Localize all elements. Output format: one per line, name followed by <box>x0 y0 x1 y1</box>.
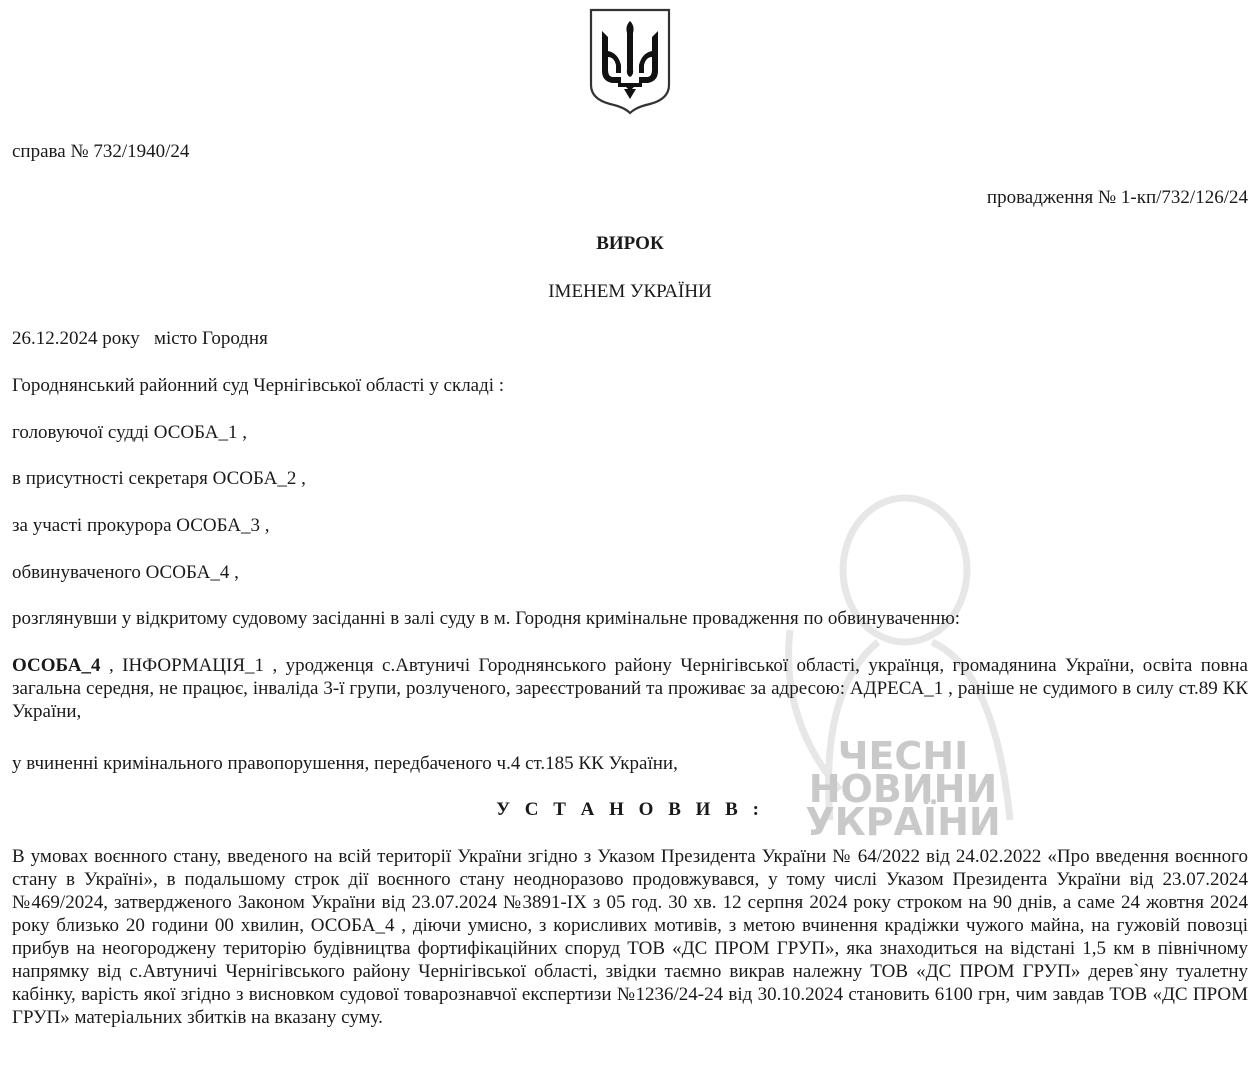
proceeding-number: провадження № 1-кп/732/126/24 <box>986 187 1248 208</box>
defendant-details-paragraph <box>12 654 1248 723</box>
presiding-judge: головуючої судді ОСОБА_1 , <box>12 422 248 443</box>
established-paragraph: В умовах воєнного стану, введеного на всій території України згідно з Указом Президента України № 64/2022 від 24.02.2022 «Про введення воєнного стану в Україні», в подальшому строк дії воєнного стану неодноразово продовжувався, у тому числі Указом Президента України від 23.07.2024 №469/2024, затвердженого Законом України від 23.07.2024 №3891-IX з 05 год. 30 хв. 12 серпня 2024 року строком на 90 днів, а саме 24 жовтня 2024 року близько 20 години 00 хвилин, ОСОБА_4 , діючи умисно, з корисливих мотивів, з метою вчинення крадіжки чужого майна, на гужовій повозці прибув на неогороджену територію будівництва фортифікаційних споруд ТОВ «ДС ПРОМ ГРУП», яка знаходиться на відстані 1,5 км в північному напрямку від с.Автуничі Чернігівського району Чернігівської області, звідки таємно викрав належну ТОВ «ДС ПРОМ ГРУП» дерев`яну туалетну кабінку, варість якої згідно з висновком судової товарознавчої експертизи №1236/24-24 від 30.10.2024 становить 6100 грн, чим завдав ТОВ «ДС ПРОМ ГРУП» матеріальних збитків на вказану суму. <box>12 846 1248 1028</box>
ukraine-trident-emblem-icon <box>588 7 672 115</box>
case-number: справа № 732/1940/24 <box>12 141 190 162</box>
document-title: ВИРОК <box>596 233 664 254</box>
charge-text: у вчиненні кримінального правопорушення, передбаченого ч.4 ст.185 КК України, <box>12 753 678 774</box>
prosecutor: за участі прокурора ОСОБА_3 , <box>12 515 270 536</box>
document-subtitle: ІМЕНЕМ УКРАЇНИ <box>548 281 712 302</box>
established-heading: У С Т А Н О В И В : <box>496 799 764 820</box>
watermark-line-1: ЧЕСНІ <box>837 734 969 778</box>
date-place: 26.12.2024 року місто Городня <box>12 328 268 349</box>
proceedings-considered: розглянувши у відкритому судовому засіданні в залі суду в м. Городня кримінальне провадження по обвинуваченню: <box>12 608 961 629</box>
watermark-text <box>803 734 1003 844</box>
watermark-line-2: НОВИНИ <box>808 767 998 811</box>
defendant-details: , ІНФОРМАЦІЯ_1 , уродженця с.Автуничі Городнянського району Чернігівської області, українця, громадянина України, освіта повна загальна середня, не працює, інваліда 3-ї групи, розлученого, зареєстрований та проживає за адресою: АДРЕСА_1 , раніше не судимого в силу ст.89 КК України, <box>12 655 1248 722</box>
court-name: Городнянський районний суд Чернігівської області у складі : <box>12 375 505 396</box>
secretary: в присутності секретаря ОСОБА_2 , <box>12 468 306 489</box>
watermark-line-3: УКРАЇНИ <box>805 800 1001 844</box>
defendant-name: ОСОБА_4 <box>12 655 101 676</box>
accused: обвинуваченого ОСОБА_4 , <box>12 562 239 583</box>
